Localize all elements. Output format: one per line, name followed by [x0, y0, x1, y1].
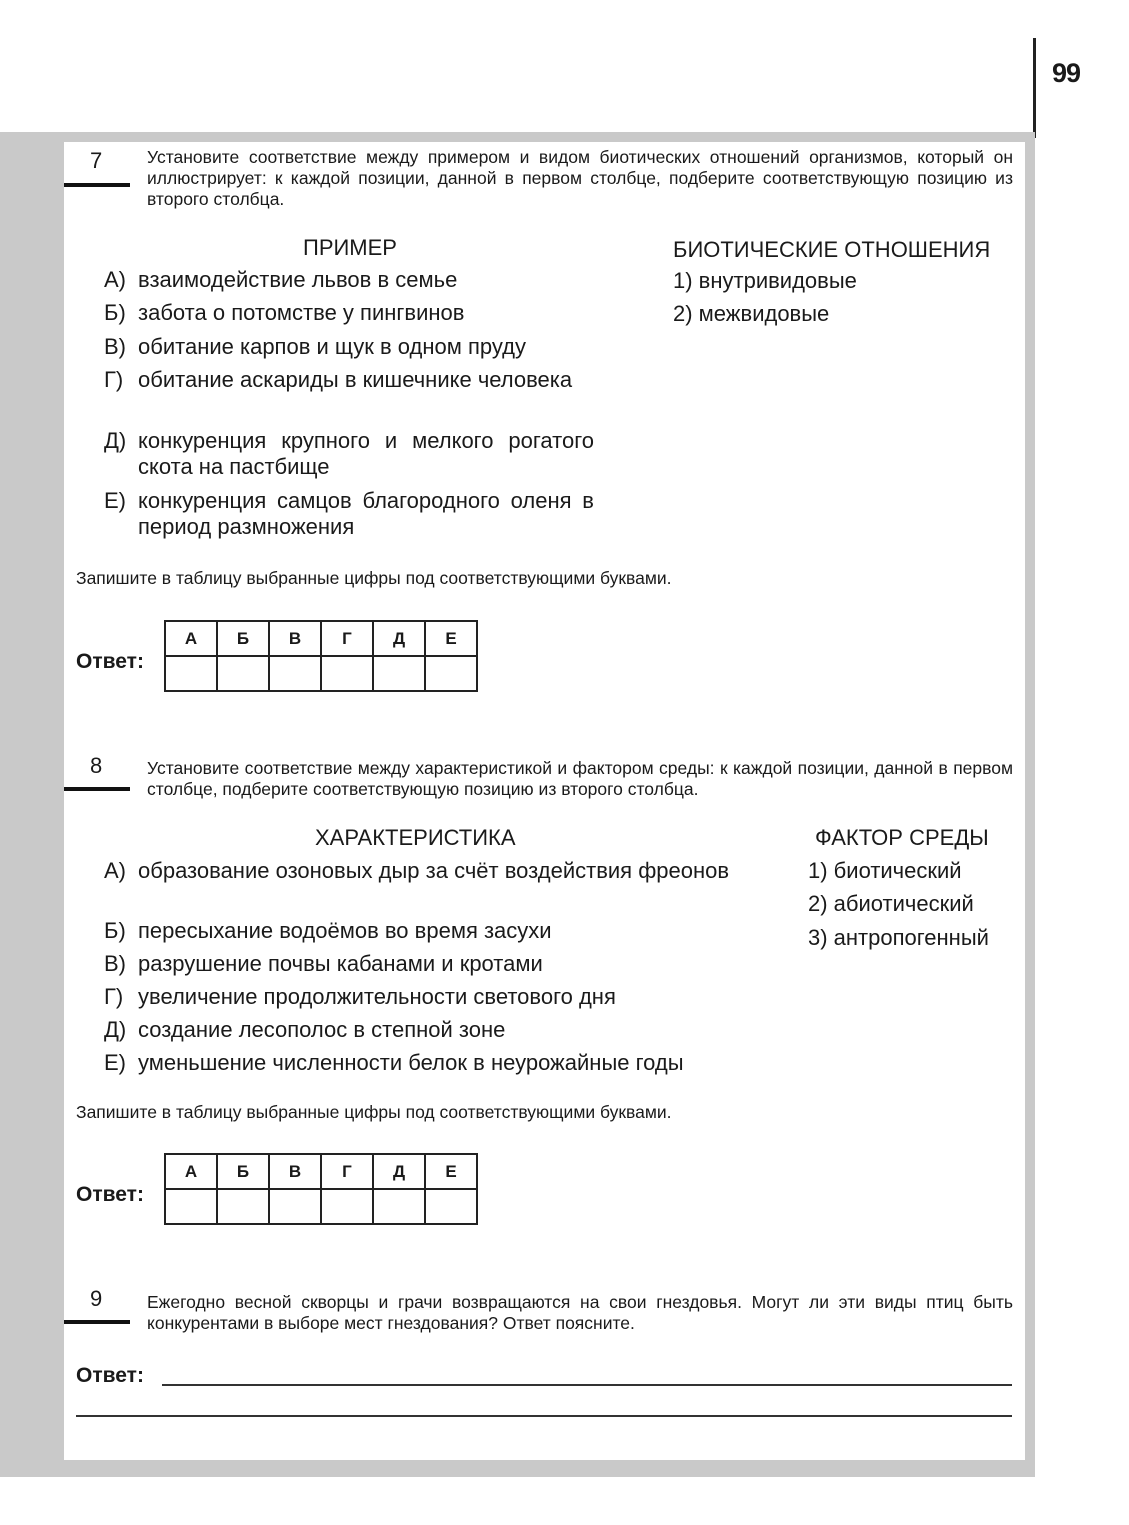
- answer-col-e: Е: [425, 1154, 477, 1189]
- answer-col-d: Д: [373, 621, 425, 656]
- task-8-answer-table: [164, 1153, 478, 1225]
- task-7-item-v: В) обитание карпов и щук в одном пруду: [104, 334, 527, 359]
- answer-table-header-row: [165, 621, 477, 656]
- task-8-item-g: Г) увеличение продолжительности светового дня: [104, 984, 616, 1009]
- task-8-left-header: ХАРАКТЕРИСТИКА: [315, 825, 516, 850]
- task-7-option-2: 2) межвидовые: [673, 301, 830, 326]
- answer-col-a: А: [165, 1154, 217, 1189]
- task-7-left-header: ПРИМЕР: [303, 235, 397, 260]
- answer-cell-a[interactable]: [165, 656, 217, 691]
- answer-col-a: А: [165, 621, 217, 656]
- page-corner-rule: [1033, 38, 1036, 138]
- task-9-number: 9: [90, 1286, 103, 1311]
- task-9-prompt: Ежегодно весной скворцы и грачи возвращаются на свои гнездовья. Могут ли эти виды птиц быть конкурентами в выборе мест гнездования? Ответ поясните.: [147, 1292, 1013, 1333]
- task-7-answer-table: [164, 620, 478, 692]
- task-9-answer-line-1[interactable]: [162, 1384, 1012, 1386]
- task-7-item-b: Б) забота о потомстве у пингвинов: [104, 300, 465, 325]
- task-8-item-b: Б) пересыхание водоёмов во время засухи: [104, 918, 552, 943]
- task-8-option-3: 3) антропогенный: [808, 925, 989, 950]
- task-7-item-d: Д) конкуренция крупного и мелкого рогатого скота на пастбище: [104, 428, 594, 479]
- task-9-marker: [64, 1320, 130, 1324]
- answer-cell-b[interactable]: [217, 1189, 269, 1224]
- task-8-option-2: 2) абиотический: [808, 891, 974, 916]
- task-8-item-a: А) образование озоновых дыр за счёт воздействия фреонов: [104, 858, 730, 883]
- answer-cell-v[interactable]: [269, 1189, 321, 1224]
- task-9-answer-line-2[interactable]: [76, 1415, 1012, 1417]
- task-8-right-header: ФАКТОР СРЕДЫ: [815, 825, 989, 850]
- task-7-instruction: Запишите в таблицу выбранные цифры под соответствующими буквами.: [76, 568, 672, 588]
- task-8-item-d: Д) создание лесополос в степной зоне: [104, 1017, 506, 1042]
- answer-cell-d[interactable]: [373, 656, 425, 691]
- answer-col-v: В: [269, 621, 321, 656]
- task-8-number: 8: [90, 753, 103, 778]
- task-8-answer-label: Ответ:: [76, 1183, 144, 1206]
- answer-table-header-row: [165, 1154, 477, 1189]
- answer-cell-e[interactable]: [425, 1189, 477, 1224]
- task-7-answer-label: Ответ:: [76, 650, 144, 673]
- task-9-answer-label: Ответ:: [76, 1364, 144, 1387]
- task-8-option-1: 1) биотический: [808, 858, 962, 883]
- task-7-item-g: Г) обитание аскариды в кишечнике человека: [104, 367, 573, 392]
- answer-cell-g[interactable]: [321, 1189, 373, 1224]
- answer-col-v: В: [269, 1154, 321, 1189]
- answer-cell-v[interactable]: [269, 656, 321, 691]
- answer-cell-g[interactable]: [321, 656, 373, 691]
- answer-col-g: Г: [321, 621, 373, 656]
- task-7-right-header: БИОТИЧЕСКИЕ ОТНОШЕНИЯ: [673, 237, 991, 262]
- task-7-prompt: Установите соответствие между примером и видом биотических отношений организмов, который он иллюстрирует: к каждой позиции, данной в первом столбце, подберите соответствующую позицию из второго столбца.: [147, 147, 1013, 209]
- answer-col-g: Г: [321, 1154, 373, 1189]
- task-7-item-a: А) взаимодействие львов в семье: [104, 267, 458, 292]
- answer-col-d: Д: [373, 1154, 425, 1189]
- answer-cell-d[interactable]: [373, 1189, 425, 1224]
- task-8-marker: [64, 787, 130, 791]
- task-7-marker: [64, 183, 130, 187]
- task-8-item-v: В) разрушение почвы кабанами и кротами: [104, 951, 543, 976]
- task-7-option-1: 1) внутривидовые: [673, 268, 857, 293]
- task-8-item-e: Е) уменьшение численности белок в неурожайные годы: [104, 1050, 684, 1075]
- answer-col-b: Б: [217, 621, 269, 656]
- answer-cell-b[interactable]: [217, 656, 269, 691]
- answer-cell-a[interactable]: [165, 1189, 217, 1224]
- answer-col-b: Б: [217, 1154, 269, 1189]
- page-number: 99: [1052, 58, 1081, 88]
- task-7-item-e: Е) конкуренция самцов благородного оленя в период размножения: [104, 488, 594, 539]
- task-8-instruction: Запишите в таблицу выбранные цифры под соответствующими буквами.: [76, 1102, 672, 1122]
- task-8-prompt: Установите соответствие между характеристикой и фактором среды: к каждой позиции, данной в первом столбце, подберите соответствующую позицию из второго столбца.: [147, 758, 1013, 799]
- task-7-number: 7: [90, 148, 103, 173]
- answer-cell-e[interactable]: [425, 656, 477, 691]
- answer-table-input-row: [165, 656, 477, 691]
- answer-table-input-row: [165, 1189, 477, 1224]
- answer-col-e: Е: [425, 621, 477, 656]
